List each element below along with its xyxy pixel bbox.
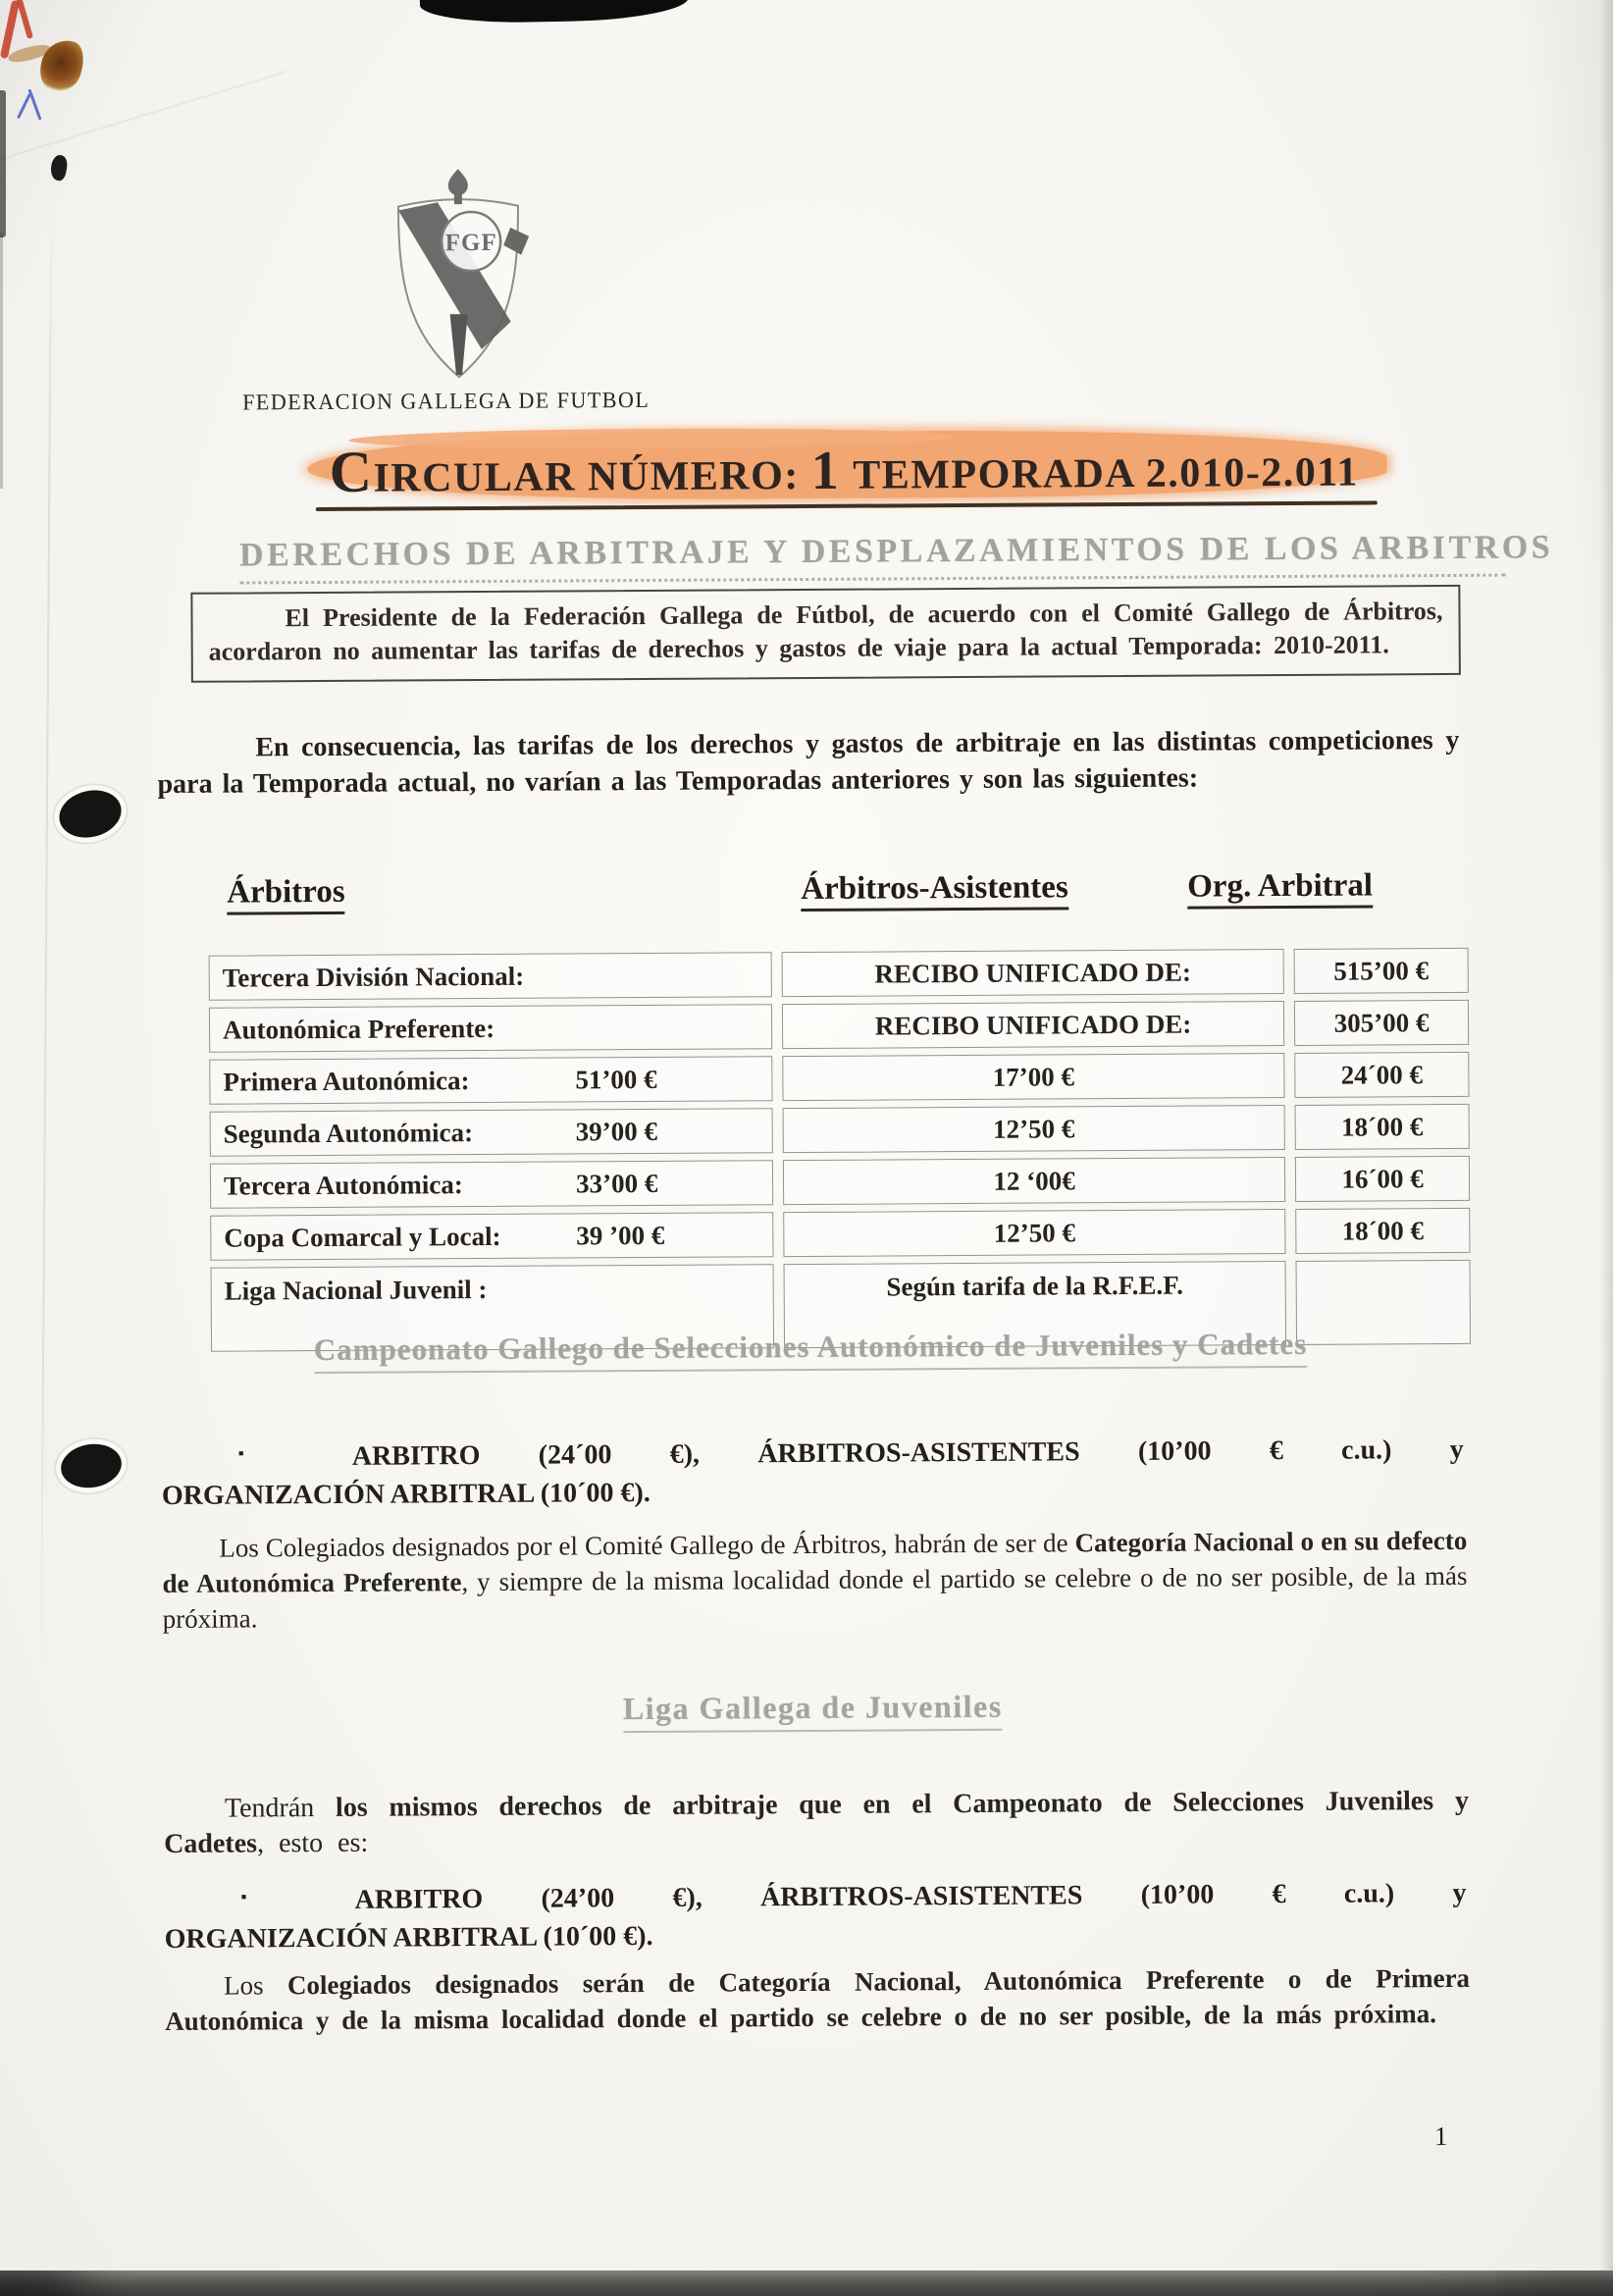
designation-paragraph: Los Colegiados designados por el Comité Gallego de Árbitros, habrán de ser de Categoría Nacional o en su defecto de Autonómica Preferente, y siempre de la misma localidad donde el partido se celebre o de no ser posible, de la más próxima. — [162, 1525, 1468, 1635]
bullet-text: ARBITRO (24´00 €), ÁRBITROS-ASISTENTES (10’00 € c.u.) y — [351, 1434, 1464, 1472]
table-row — [209, 1000, 1469, 1053]
page-number: 1 — [1433, 2121, 1448, 2152]
assistant-fee-cell: 12’50 € — [783, 1105, 1285, 1153]
scanner-edge-bottom — [0, 2270, 1613, 2296]
table-row — [210, 1104, 1470, 1157]
section-heading-campeonato: Campeonato Gallego de Selecciones Autonómico de Juveniles y Cadetes — [158, 1326, 1463, 1369]
subject-heading: DERECHOS DE ARBITRAJE Y DESPLAZAMIENTOS DE LOS ARBITROS — [239, 530, 1505, 585]
assistant-fee-cell: Según tarifa de la R.F.E.F. — [784, 1261, 1287, 1348]
org-fee-cell: 24´00 € — [1294, 1052, 1469, 1098]
column-header-arbitros-asistentes: Árbitros-Asistentes — [801, 869, 1068, 912]
competition-cell: Liga Nacional Juvenil : — [211, 1264, 775, 1352]
column-header-arbitros: Árbitros — [227, 874, 345, 915]
org-fee-cell: 305’00 € — [1294, 1000, 1469, 1046]
designation-paragraph: Los Colegiados designados serán de Categoría Nacional, Autonómica Preferente o de Primera Autonómica y de la misma localidad donde el partido se celebre o de no ser posible, de la más próxima. — [165, 1962, 1471, 2036]
org-fee-cell: 18´00 € — [1295, 1104, 1470, 1150]
assistant-fee-cell: RECIBO UNIFICADO DE: — [782, 1001, 1284, 1049]
fee-bullet-item — [162, 1427, 1464, 1515]
assistant-fee-cell: 17’00 € — [782, 1053, 1284, 1101]
competition-cell: Primera Autonómica: 51’00 € — [209, 1056, 772, 1105]
circular-number: 1 — [810, 440, 841, 501]
crest-finial-icon — [448, 169, 468, 195]
fee-bullet-item — [164, 1870, 1466, 1958]
organization-name: FEDERACION GALLEGA DE FUTBOL — [242, 387, 650, 415]
column-header-org-arbitral: Org. Arbitral — [1187, 867, 1373, 909]
referee-fee: 33’00 € — [575, 1168, 658, 1199]
competition-cell: Tercera Autonómica: 33’00 € — [210, 1160, 773, 1209]
crest-initials: FGF — [444, 229, 497, 257]
assistant-fee-cell: 12’50 € — [783, 1209, 1285, 1257]
referee-fee: 39 ’00 € — [576, 1220, 665, 1251]
table-row — [210, 1156, 1470, 1209]
title-drop-cap: C — [329, 439, 374, 504]
bullet-text: ARBITRO (24’00 €), ÁRBITROS-ASISTENTES (10’00 € c.u.) y — [354, 1877, 1467, 1915]
competition-cell: Segunda Autonómica: 39’00 € — [210, 1108, 773, 1157]
circular-title — [329, 432, 1388, 506]
liga-intro-paragraph: Tendrán los mismos derechos de arbitraje que en el Campeonato de Selecciones Juveniles y Cadetes, esto es: — [164, 1785, 1470, 1860]
title-season: TEMPORADA 2.010-2.011 — [853, 449, 1360, 498]
square-bullet-icon: ▪ — [240, 1887, 298, 1906]
org-fee-cell: 18´00 € — [1295, 1208, 1470, 1254]
competition-cell: Tercera División Nacional: — [209, 952, 772, 1001]
square-bullet-icon: ▪ — [237, 1443, 296, 1463]
table-row — [209, 1052, 1469, 1105]
referee-fee: 39’00 € — [575, 1116, 658, 1147]
federation-crest-logo — [385, 167, 533, 384]
intro-paragraph: En consecuencia, las tarifas de los derechos y gastos de arbitraje en las distintas competiciones y para la Temporada actual, no varían a las Temporadas anteriores y son las siguientes: — [157, 724, 1460, 801]
notice-text: El Presidente de la Federación Gallega de Fútbol, de acuerdo con el Comité Gallego de Árbitros, acordaron no aumentar las tarifas de derechos y gastos de viaje para la actual Temporada: 2010-2011. — [208, 597, 1443, 666]
assistant-fee-cell: 12 ‘00€ — [783, 1157, 1285, 1205]
competition-cell: Autonómica Preferente: — [209, 1004, 772, 1053]
org-fee-cell: 515’00 € — [1294, 948, 1469, 994]
assistant-fee-cell: RECIBO UNIFICADO DE: — [782, 949, 1284, 997]
bullet-text-continued: ORGANIZACIÓN ARBITRAL (10´00 €). — [164, 1920, 653, 1955]
org-fee-cell: 16´00 € — [1295, 1156, 1470, 1202]
title-text: IRCULAR NÚMERO: — [373, 453, 800, 501]
referee-fee: 51’00 € — [575, 1064, 657, 1095]
notice-box — [190, 585, 1461, 683]
competition-cell: Copa Comarcal y Local: 39 ’00 € — [210, 1212, 773, 1261]
table-row — [209, 948, 1469, 1001]
section-heading-liga: Liga Gallega de Juveniles — [160, 1686, 1465, 1730]
bullet-text-continued: ORGANIZACIÓN ARBITRAL (10´00 €). — [161, 1477, 650, 1512]
table-row — [210, 1208, 1470, 1261]
fees-table — [209, 948, 1471, 1359]
